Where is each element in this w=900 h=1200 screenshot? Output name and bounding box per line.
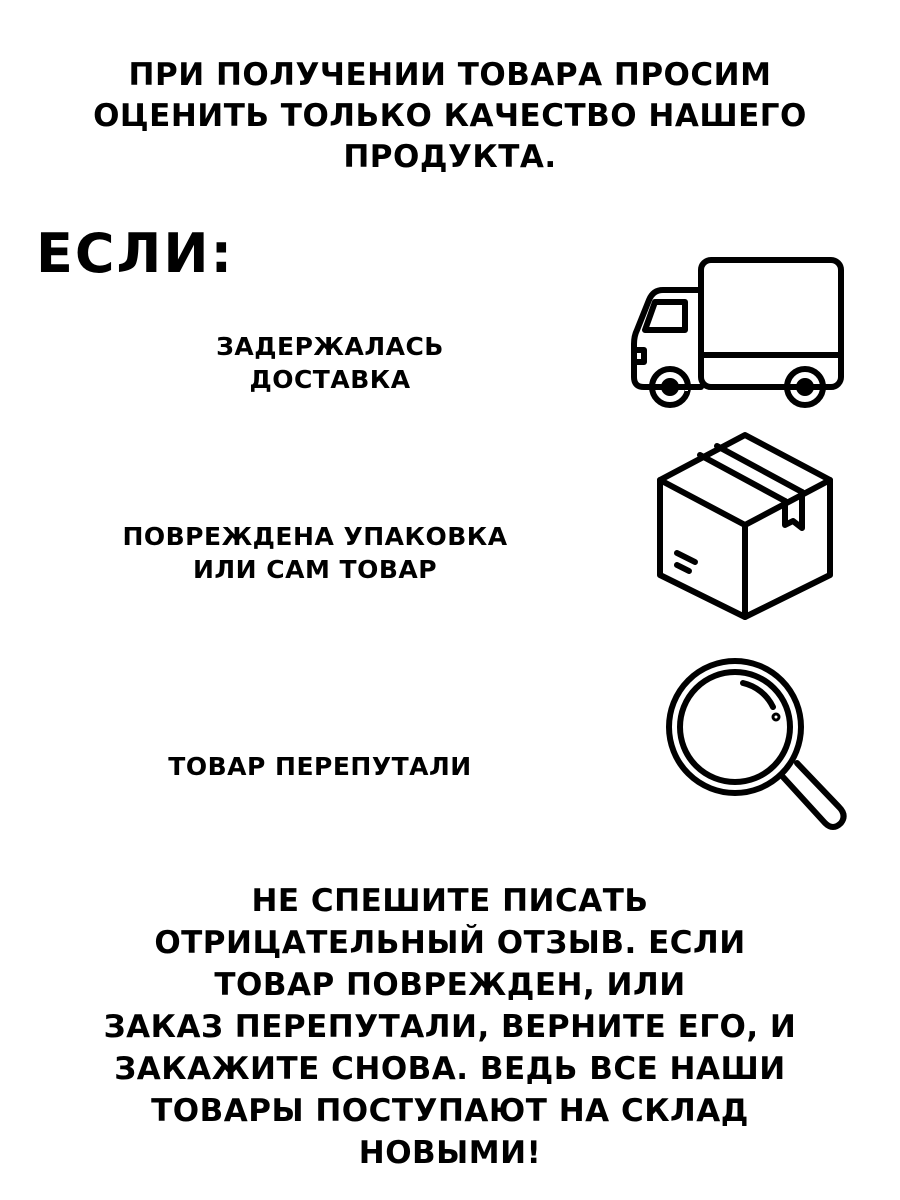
outro-line: ОТРИЦАТЕЛЬНЫЙ ОТЗЫВ. ЕСЛИ	[154, 925, 746, 961]
reason-line: ДОСТАВКА	[249, 365, 411, 394]
outro-line: НЕ СПЕШИТЕ ПИСАТЬ	[251, 883, 649, 919]
magnifier-icon	[655, 655, 855, 840]
reason-delayed-delivery	[110, 330, 550, 396]
intro-line: ОЦЕНИТЬ ТОЛЬКО КАЧЕСТВО НАШЕГО	[93, 98, 807, 134]
truck-icon	[625, 250, 855, 410]
intro-line: ПРИ ПОЛУЧЕНИИ ТОВАРА ПРОСИМ	[128, 57, 772, 93]
reason-damaged-package	[0, 520, 630, 586]
conditions-heading: ЕСЛИ:	[36, 222, 235, 285]
outro-text	[0, 880, 900, 1174]
reason-line: ЗАДЕРЖАЛАСЬ	[216, 332, 444, 361]
box-icon	[645, 425, 845, 625]
intro-text	[0, 55, 900, 178]
reason-line: ИЛИ САМ ТОВАР	[192, 555, 438, 584]
intro-line: ПРОДУКТА.	[343, 139, 557, 175]
reason-wrong-item	[60, 750, 580, 783]
reason-line: ТОВАР ПЕРЕПУТАЛИ	[168, 752, 472, 781]
outro-line: ТОВАРЫ ПОСТУПАЮТ НА СКЛАД	[151, 1093, 749, 1129]
outro-line: ТОВАР ПОВРЕЖДЕН, ИЛИ	[214, 967, 686, 1003]
outro-line: ЗАКАЖИТЕ СНОВА. ВЕДЬ ВСЕ НАШИ	[114, 1051, 786, 1087]
outro-line: НОВЫМИ!	[358, 1135, 542, 1171]
reason-line: ПОВРЕЖДЕНА УПАКОВКА	[122, 522, 508, 551]
outro-line: ЗАКАЗ ПЕРЕПУТАЛИ, ВЕРНИТЕ ЕГО, И	[103, 1009, 797, 1045]
